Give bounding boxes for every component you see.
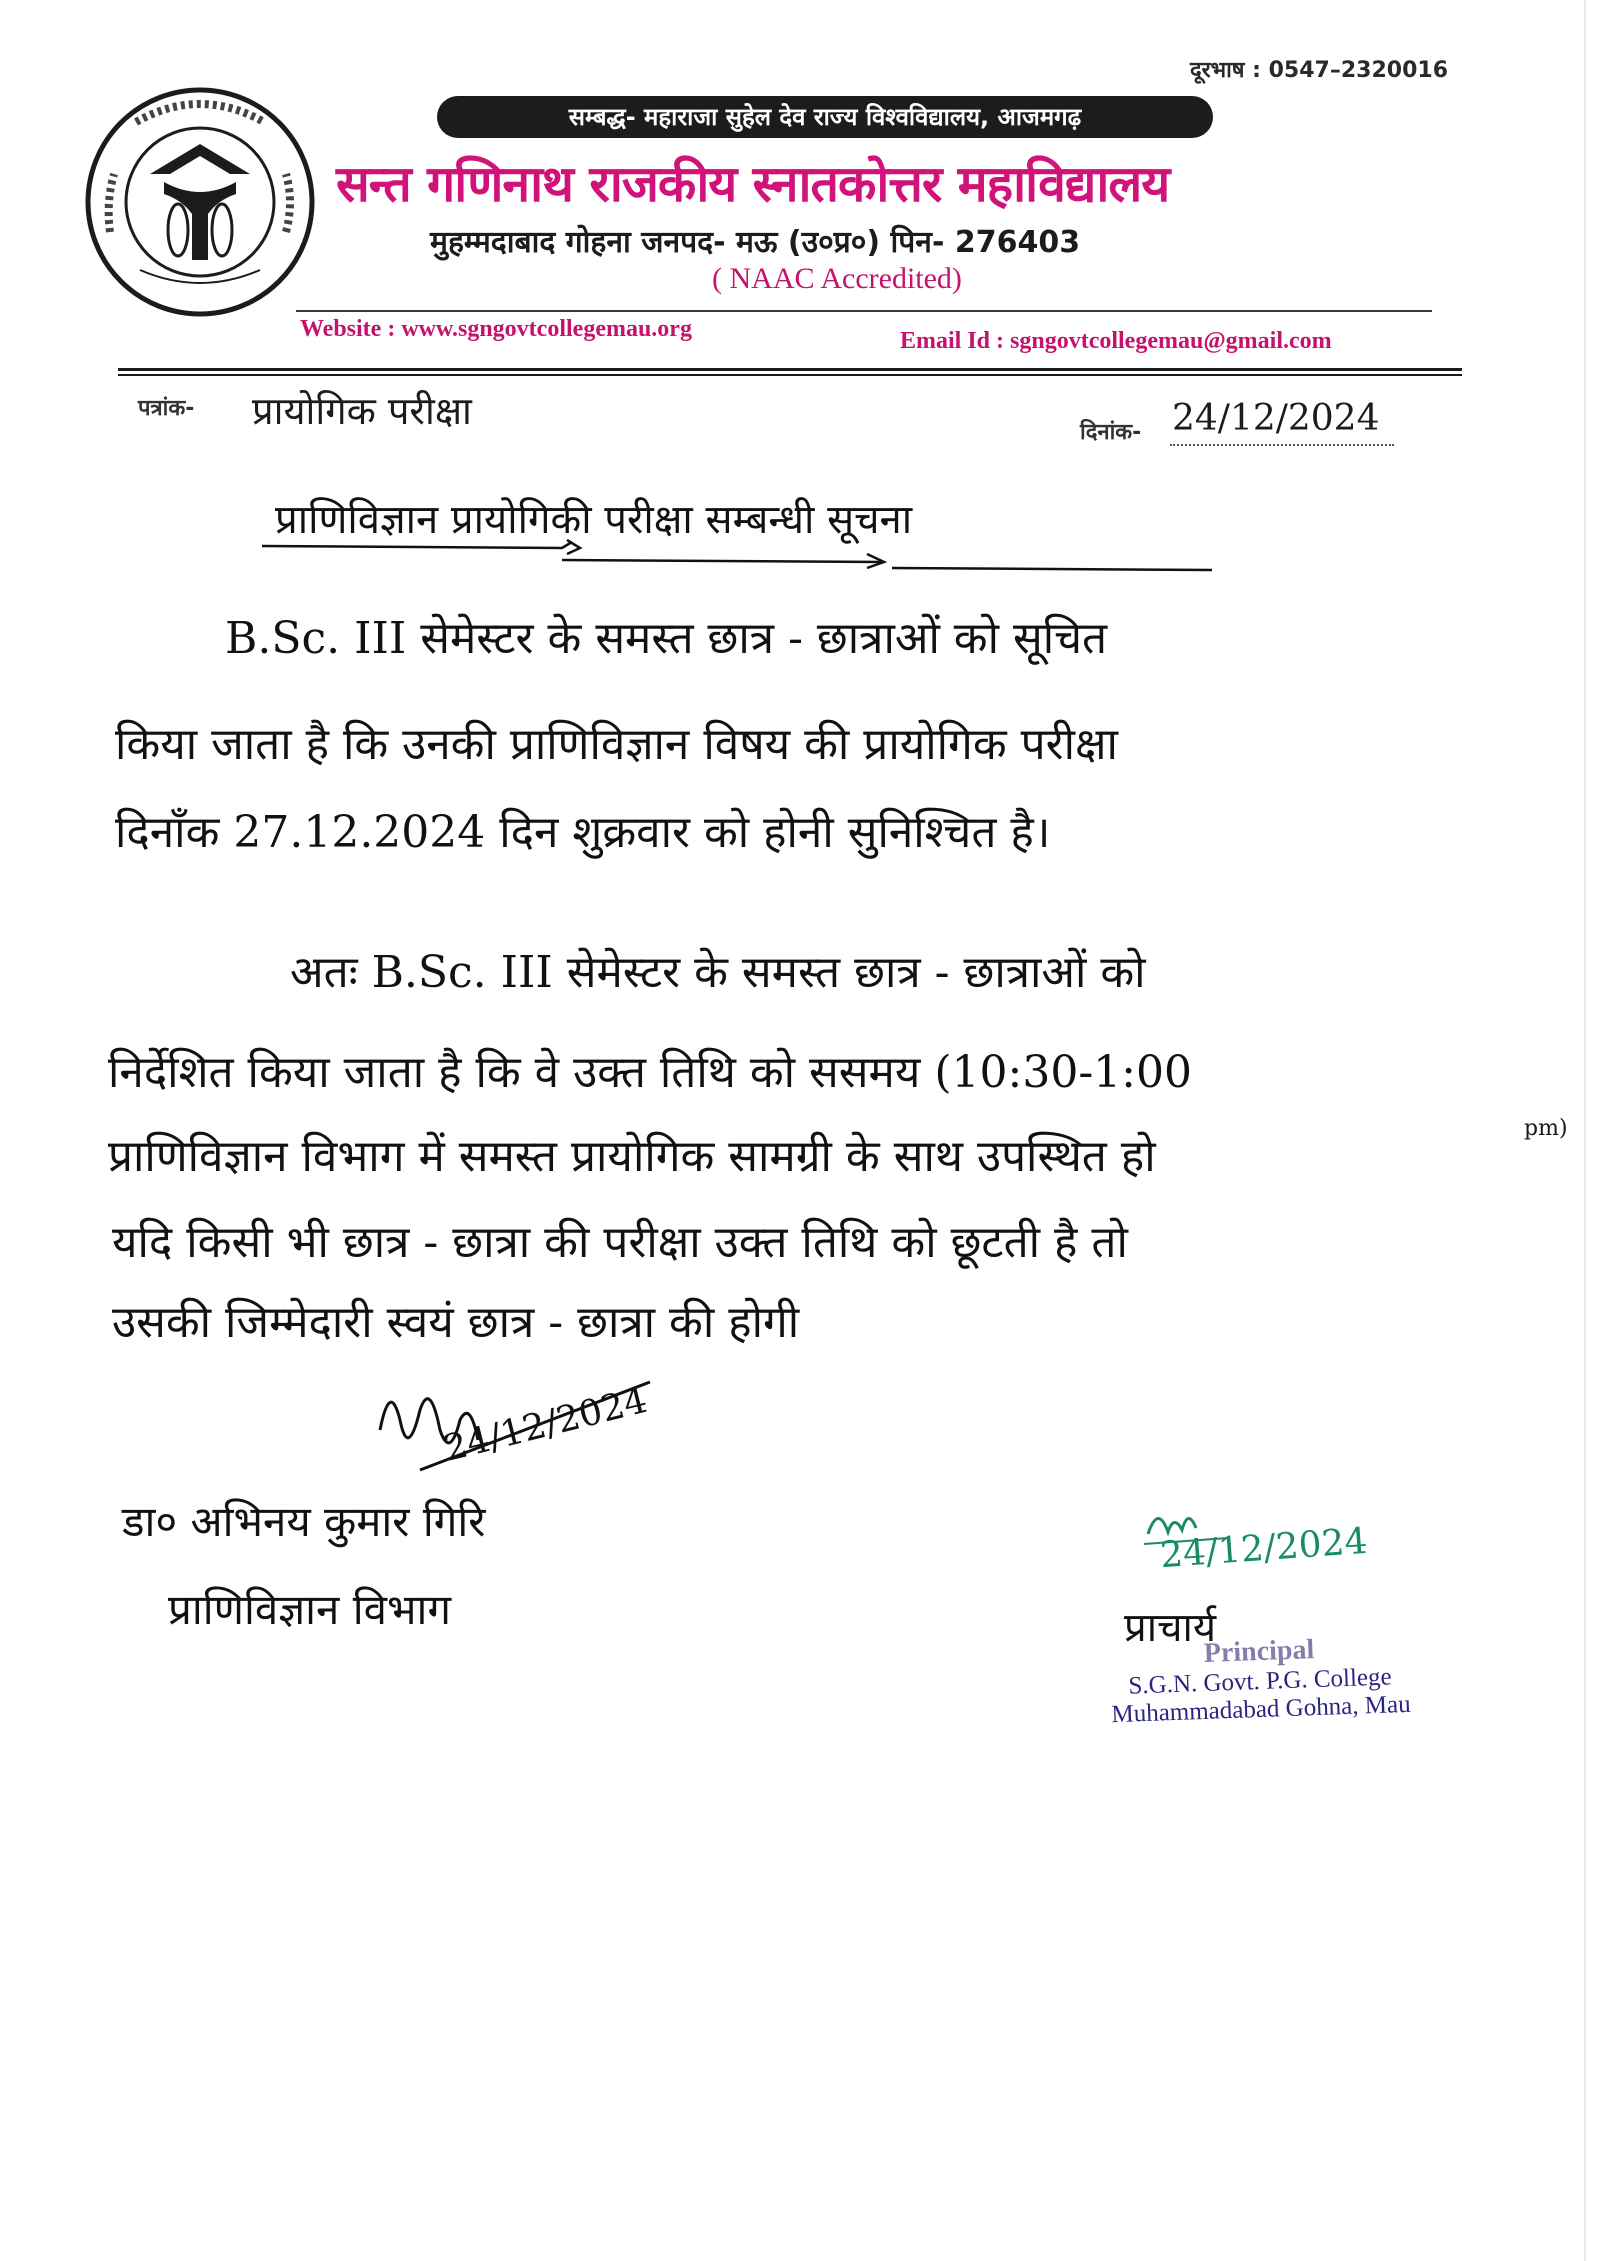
notice-line: निर्देशित किया जाता है कि वे उक्त तिथि को ससमय (10:30-1:00 — [108, 1047, 1192, 1098]
principal-stamp — [1079, 1630, 1442, 1731]
notice-line: दिनाँक 27.12.2024 दिन शुक्रवार को होनी सुनिश्चित है। — [115, 807, 1051, 858]
notice-line: यदि किसी भी छात्र - छात्रा की परीक्षा उक्त तिथि को छूटती है तो — [112, 1217, 1128, 1268]
notice-line: उसकी जिम्मेदारी स्वयं छात्र - छात्रा की होगी — [112, 1297, 800, 1348]
stamp-college: S.G.N. Govt. P.G. College — [1128, 1663, 1393, 1700]
signatory-name: डा० अभिनय कुमार गिरि — [122, 1497, 486, 1546]
college-address: मुहम्मदाबाद गोहना जनपद- मऊ (उ०प्र०) पिन- 276403 — [430, 225, 1081, 260]
phone-number: दूरभाष : 0547–2320016 — [1189, 58, 1448, 83]
principal-title-hindi: प्राचार्य — [1124, 1605, 1217, 1651]
letterhead-double-rule — [118, 368, 1462, 376]
notice-line: किया जाता है कि उनकी प्राणिविज्ञान विषय की प्रायोगिक परीक्षा — [115, 719, 1118, 770]
heading-underline-arrow-icon — [262, 536, 1222, 576]
affiliation-banner: सम्बद्ध- महाराजा सुहेल देव राज्य विश्वविद्यालय, आजमगढ़ — [437, 96, 1213, 138]
email-link[interactable]: Email Id : sgngovtcollegemau@gmail.com — [900, 328, 1332, 354]
date-label: दिनांक- — [1080, 420, 1142, 445]
stamp-title: Principal — [1203, 1634, 1315, 1669]
notice-line: B.Sc. III सेमेस्टर के समस्त छात्र - छात्राओं को सूचित — [225, 613, 1108, 664]
stamp-place: Muhammadabad Gohna, Mau — [1111, 1690, 1412, 1729]
website-link[interactable]: Website : www.sgngovtcollegemau.org — [300, 316, 692, 342]
signature-date: 24/12/2024 — [440, 1379, 652, 1470]
college-seal-icon — [80, 82, 320, 322]
notice-heading: प्राणिविज्ञान प्रायोगिकी परीक्षा सम्बन्धी सूचना — [275, 497, 913, 543]
notice-line: प्राणिविज्ञान विभाग में समस्त प्रायोगिक सामग्री के साथ उपस्थित हो — [108, 1131, 1156, 1182]
accreditation: ( NAAC Accredited) — [712, 262, 962, 295]
principal-initial-date: 24/12/2024 — [1158, 1520, 1369, 1577]
college-name: सन्त गणिनाथ राजकीय स्नातकोत्तर महाविद्यालय — [336, 155, 1170, 213]
scan-edge — [1584, 0, 1586, 2261]
time-suffix: pm) — [1524, 1116, 1568, 1141]
reference-value: प्रायोगिक परीक्षा — [252, 389, 472, 433]
date-dotted-line — [1170, 444, 1394, 446]
letterhead-divider — [296, 310, 1432, 312]
notice-line: अतः B.Sc. III सेमेस्टर के समस्त छात्र - छात्राओं को — [290, 947, 1146, 998]
date-value: 24/12/2024 — [1172, 398, 1380, 439]
reference-label: पत्रांक- — [138, 396, 195, 421]
signatory-department: प्राणिविज्ञान विभाग — [168, 1585, 451, 1634]
